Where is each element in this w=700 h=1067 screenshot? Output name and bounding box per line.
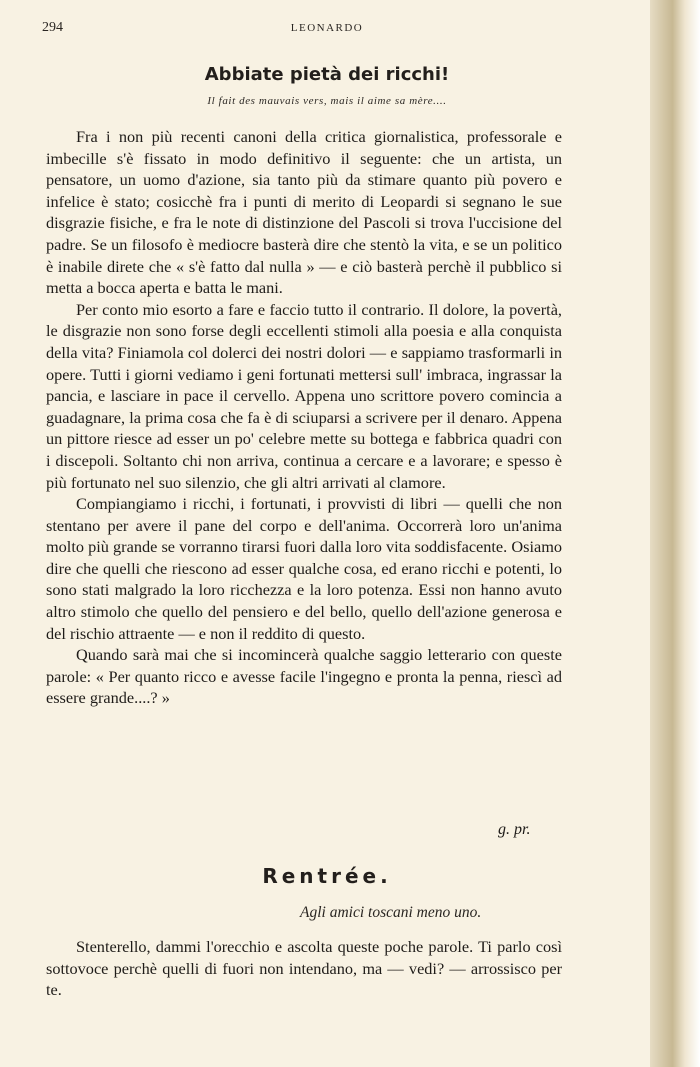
article-body <box>46 126 562 709</box>
paragraph: Fra i non più recenti canoni della critica giornalistica, professorale e imbecille s'è fissato in modo definitivo il seguente: che un artista, un pensatore, un uomo d'azione, sia tanto più da stimare quanto più povero e infelice è stato; cosicchè fra i punti di merito di Leopardi si segnano le sue disgrazie fisiche, e fra le note di distinzione del Pascoli si trova l'uccisione del padre. Se un filosofo è mediocre basterà dire che stentò la vita, e se un politico è inabile direte che « s'è fatto dal nulla » — e ciò basterà perchè il pubblico si metta a bocca aperta e batta le mani. <box>46 127 562 298</box>
epigraph: Il fait des mauvais vers, mais il aime sa mère.... <box>207 95 447 107</box>
section-body <box>46 936 562 1001</box>
dedication: Agli amici toscani meno uno. <box>300 904 482 921</box>
article-title: Abbiate pietà dei ricchi! <box>204 64 450 85</box>
paragraph: Stenterello, dammi l'orecchio e ascolta queste poche parole. Ti parlo così sottovoce perchè quelli di fuori non intendano, ma — vedi? — arrossisco per te. <box>46 937 562 1000</box>
paragraph: Quando sarà mai che si incomincerà qualche saggio letterario con queste parole: « Per quanto ricco e avesse facile l'ingegno e pronta la penna, riescì ad essere grande....? » <box>46 645 562 708</box>
section-title: Rentrée. <box>262 864 392 888</box>
page-number: 294 <box>42 20 63 35</box>
page-gutter <box>650 0 700 1067</box>
author-signature: g. pr. <box>498 821 531 838</box>
paragraph: Compiangiamo i ricchi, i fortunati, i provvisti di libri — quelli che non stentano per avere il pane del corpo e dell'anima. Occorrerà loro un'anima molto più grande se vorranno tirarsi fuori dalla loro vita soddisfacente. Osiamo dire che quelli che riescono ad esser qualche cosa, ed erano ricchi e potenti, lo sono stati malgrado la loro ricchezza e la loro potenza. Essi non hanno avuto altro stimolo che quello del pensiero e del bello, quello dell'azione generosa e del rischio attraente — e non il reddito di questo. <box>46 494 562 643</box>
page-header <box>42 20 612 40</box>
paragraph: Per conto mio esorto a fare e faccio tutto il contrario. Il dolore, la povertà, le disgrazie non sono forse degli eccellenti stimoli alla poesia e alla conquista della vita? Finiamola col dolerci dei nostri dolori — e sappiamo trasformarli in opere. Tutti i giorni vediamo i geni fortunati mettersi sull' imbraca, ingrassar la pancia, e lasciare in pace il cervello. Appena uno scrittore povero comincia a guadagnare, la prima cosa che fa è di sciuparsi a scrivere per il denaro. Appena un pittore riesce ad esser un po' celebre mette su bottega e fabbrica quadri con i discepoli. Soltanto chi non arriva, continua a cercare e a lavorare; e spesso è più fortunato nel suo silenzio, che gli altri arrivati al clamore. <box>46 299 562 492</box>
running-head: LEONARDO <box>290 22 364 34</box>
